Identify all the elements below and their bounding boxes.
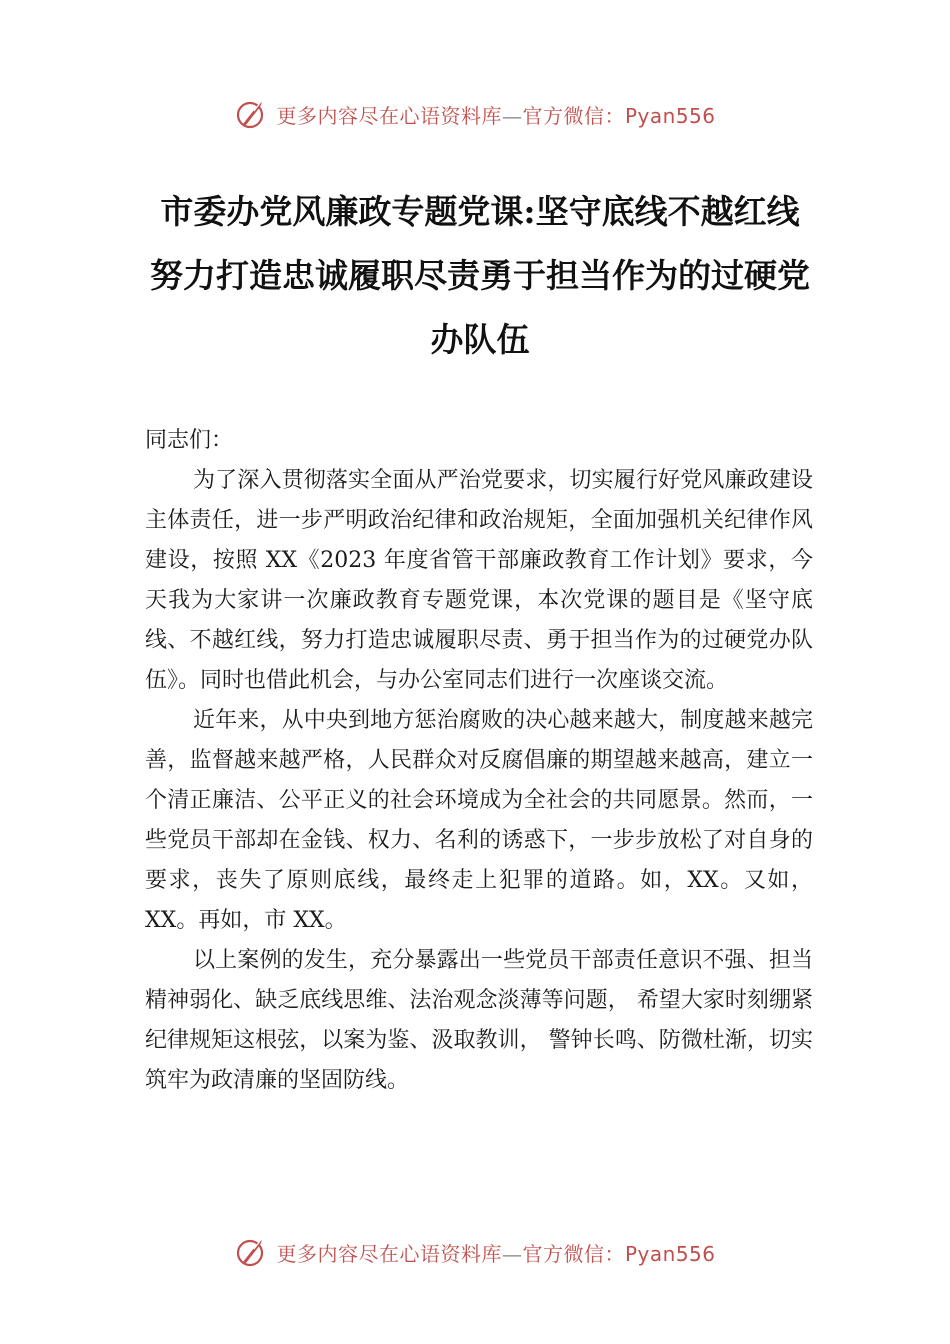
- paragraph-3: 以上案例的发生，充分暴露出一些党员干部责任意识不强、担当精神弱化、缺乏底线思维、法治观念淡薄等问题， 希望大家时刻绷紧纪律规矩这根弦，以案为鉴、汲取教训， 警钟长鸣、防微杜渐，切实筑牢为政清廉的坚固防线。: [145, 948, 813, 1093]
- watermark-footer: [0, 1232, 950, 1272]
- watermark-header: [0, 94, 950, 134]
- paragraph-1: 为了深入贯彻落实全面从严治党要求，切实履行好党风廉政建设主体责任，进一步严明政治纪律和政治规矩，全面加强机关纪律作风建设，按照 XX《2023 年度省管干部廉政教育工作计划》要求，今天我为大家讲一次廉政教育专题党课，本次党课的题目是《坚守底线、不越红线，努力打造忠诚履职尽责、勇于担当作为的过硬党办队伍》。同时也借此机会，与办公室同志们进行一次座谈交流。: [145, 468, 813, 693]
- paragraph-2: 近年来，从中央到地方惩治腐败的决心越来越大，制度越来越完善，监督越来越严格，人民群众对反腐倡廉的期望越来越高，建立一个清正廉洁、公平正义的社会环境成为全社会的共同愿景。然而，一些党员干部却在金钱、权力、名利的诱惑下，一步步放松了对自身的要求，丧失了原则底线，最终走上犯罪的道路。如，XX。又如，XX。再如，市 XX。: [145, 708, 813, 933]
- salutation: 同志们：: [145, 428, 234, 453]
- watermark-text: 更多内容尽在心语资料库—官方微信：Pyan556: [276, 1241, 716, 1266]
- quill-pen-circle-icon: [234, 97, 268, 131]
- document-title: 市委办党风廉政专题党课:坚守底线不越红线努力打造忠诚履职尽责勇于担当作为的过硬党办队伍: [150, 192, 810, 359]
- watermark-text: 更多内容尽在心语资料库—官方微信：Pyan556: [276, 103, 716, 128]
- document-body: [145, 421, 813, 1101]
- quill-pen-circle-icon: [234, 1235, 268, 1269]
